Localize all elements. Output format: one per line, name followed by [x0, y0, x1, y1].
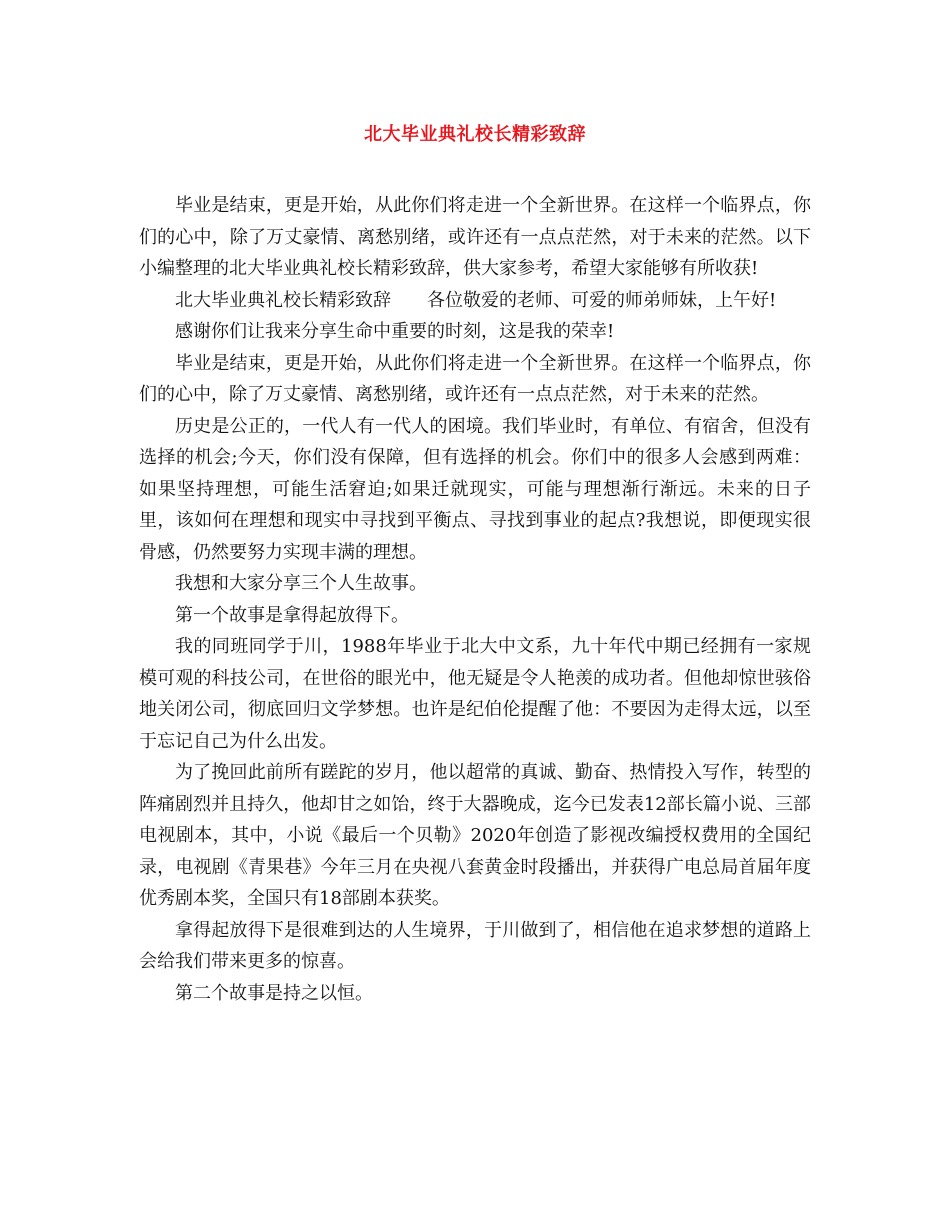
paragraph-story-two-heading: 第二个故事是持之以恒。 [175, 982, 373, 1004]
paragraph-story-one-heading: 第一个故事是拿得起放得下。 [175, 604, 409, 626]
paragraph-thanks: 感谢你们让我来分享生命中重要的时刻，这是我的荣幸! [175, 321, 615, 342]
paragraph-writing: 为了挽回此前所有蹉跎的岁月，他以超常的真诚、勤奋、热情投入写作，转型的阵痛剧烈并且持久，他却甘之如饴，终于大器晚成，迄今已发表12部长篇小说、三部电视剧本，其中，小说《最后一个贝勒》2020年创造了影视改编授权费用的全国纪录，电视剧《青果巷》今年三月在央视八套黄金时段播出，并获得广电总局首届年度优秀剧本奖，全国只有18部剧本获奖。 [139, 762, 811, 909]
paragraph-greeting: 北大毕业典礼校长精彩致辞 各位敬爱的老师、可爱的师弟师妹，上午好! [175, 289, 777, 311]
document-body [139, 190, 811, 1009]
paragraph-intro: 毕业是结束，更是开始，从此你们将走进一个全新世界。在这样一个临界点，你们的心中，除了万丈豪情、离愁别绪，或许还有一点点茫然，对于未来的茫然。以下小编整理的北大毕业典礼校长精彩致辞，供大家参考，希望大家能够有所收获! [139, 195, 811, 279]
paragraph-yu-chuan: 我的同班同学于川，1988年毕业于北大中文系，九十年代中期已经拥有一家规模可观的科技公司，在世俗的眼光中，他无疑是令人艳羡的成功者。但他却惊世骇俗地关闭公司，彻底回归文学梦想。也许是纪伯伦提醒了他：不要因为走得太远，以至于忘记自己为什么出发。 [139, 636, 811, 752]
document-title: 北大毕业典礼校长精彩致辞 [364, 124, 586, 145]
paragraph-graduation: 毕业是结束，更是开始，从此你们将走进一个全新世界。在这样一个临界点，你们的心中，除了万丈豪情、离愁别绪，或许还有一点点茫然，对于未来的茫然。 [139, 352, 811, 405]
paragraph-three-stories: 我想和大家分享三个人生故事。 [175, 573, 427, 594]
paragraph-history: 历史是公正的，一代人有一代人的困境。我们毕业时，有单位、有宿舍，但没有选择的机会;今天，你们没有保障，但有选择的机会。你们中的很多人会感到两难：如果坚持理想，可能生活窘迫;如果迁就现实，可能与理想渐行渐远。未来的日子里，该如何在理想和现实中寻找到平衡点、寻找到事业的起点?我想说，即便现实很骨感，仍然要努力实现丰满的理想。 [139, 415, 811, 563]
paragraph-achievement: 拿得起放得下是很难到达的人生境界，于川做到了，相信他在追求梦想的道路上会给我们带来更多的惊喜。 [139, 919, 811, 972]
